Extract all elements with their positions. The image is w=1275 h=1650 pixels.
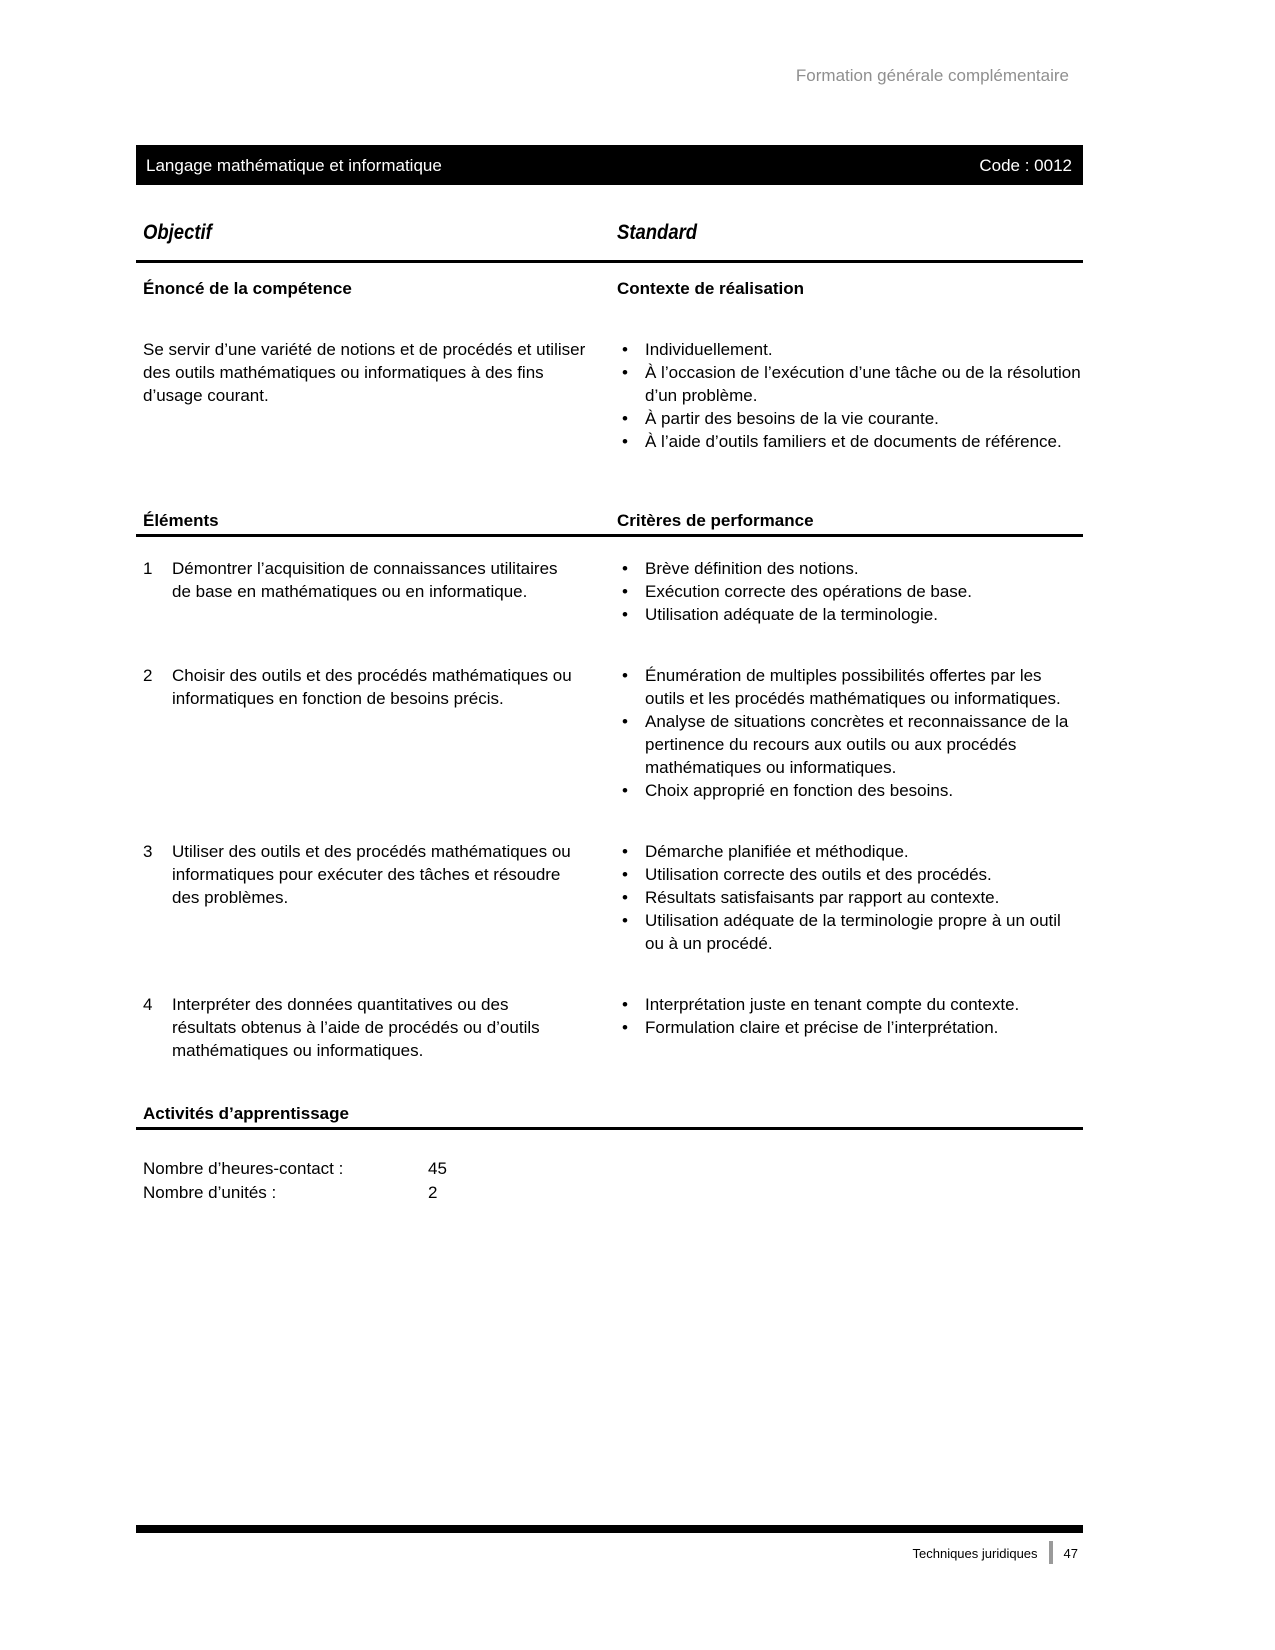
contexte-bullet: • À l’occasion de l’exécution d’une tâche ou de la résolution d’un problème. <box>617 361 1083 407</box>
objectif-heading: Objectif <box>143 221 212 244</box>
element-text: Utiliser des outils et des procédés mathématiques ou informatiques pour exécuter des tâches et résoudre des problèmes. <box>172 842 571 907</box>
criteria-list <box>617 840 1083 955</box>
contexte-bullet: • À l’aide d’outils familiers et de documents de référence. <box>617 430 1083 453</box>
element-text: Interpréter des données quantitatives ou des résultats obtenus à l’aide de procédés ou d’outils mathématiques ou informatiques. <box>172 995 540 1060</box>
element-number: 4 <box>143 995 153 1014</box>
footer-page-number: 47 <box>1063 1546 1078 1561</box>
element-text-cell <box>136 840 610 955</box>
contexte-bullet: • À partir des besoins de la vie courante. <box>617 407 1083 430</box>
unites-label: Nombre d’unités : <box>143 1183 277 1202</box>
criteria-list <box>617 993 1083 1039</box>
element-text-cell <box>136 557 610 626</box>
footer-rule <box>136 1525 1083 1533</box>
title-banner <box>136 145 1083 185</box>
criteria-list <box>617 664 1083 802</box>
objectif-standard-row <box>136 221 1083 263</box>
footer-separator-bar <box>1049 1541 1053 1564</box>
element-item-1 <box>136 557 1083 626</box>
activites-details <box>136 1157 1083 1205</box>
criteria-bullet: • Résultats satisfaisants par rapport au contexte. <box>617 886 1083 909</box>
element-number: 3 <box>143 842 153 861</box>
criteres-heading: Critères de performance <box>617 511 814 530</box>
unites-value: 2 <box>428 1183 438 1202</box>
course-title: Langage mathématique et informatique <box>146 155 442 175</box>
criteria-bullet: • Formulation claire et précise de l’interprétation. <box>617 1016 1083 1039</box>
criteria-bullet: • Analyse de situations concrètes et reconnaissance de la pertinence du recours aux outils ou aux procédés mathématiques ou informatiques. <box>617 710 1083 779</box>
criteria-bullet: • Interprétation juste en tenant compte du contexte. <box>617 993 1083 1016</box>
criteria-cell <box>610 557 1083 626</box>
running-header: Formation générale complémentaire <box>795 66 1069 85</box>
element-number: 1 <box>143 559 153 578</box>
course-code: Code : 0012 <box>979 155 1072 175</box>
criteria-bullet: • Choix approprié en fonction des besoins. <box>617 779 1083 802</box>
element-text: Démontrer l’acquisition de connaissances utilitaires de base en mathématiques ou en informatique. <box>172 559 558 601</box>
element-text-cell <box>136 664 610 802</box>
element-number: 2 <box>143 666 153 685</box>
criteria-bullet: • Brève définition des notions. <box>617 557 1083 580</box>
page-footer <box>136 1541 1078 1564</box>
criteria-bullet: • Utilisation adéquate de la terminologie. <box>617 603 1083 626</box>
activites-heading: Activités d’apprentissage <box>143 1104 349 1123</box>
criteria-bullet: • Utilisation correcte des outils et des procédés. <box>617 863 1083 886</box>
criteria-cell <box>610 993 1083 1062</box>
standard-cell <box>610 221 1083 245</box>
contexte-cell <box>610 338 1083 453</box>
criteria-cell <box>610 840 1083 955</box>
element-item-3 <box>136 840 1083 955</box>
criteria-bullet: • Démarche planifiée et méthodique. <box>617 840 1083 863</box>
footer-program-name: Techniques juridiques <box>912 1546 1038 1561</box>
criteria-bullet: • Utilisation adéquate de la terminologie propre à un outil ou à un procédé. <box>617 909 1083 955</box>
criteria-list <box>617 557 1083 626</box>
element-text: Choisir des outils et des procédés mathématiques ou informatiques en fonction de besoins précis. <box>172 666 572 708</box>
element-item-4 <box>136 993 1083 1062</box>
criteria-cell <box>610 664 1083 802</box>
heures-contact-value: 45 <box>428 1159 447 1178</box>
competence-body: Se servir d’une variété de notions et de procédés et utiliser des outils mathématiques ou informatiques à des fins d’usage courant. <box>143 340 586 405</box>
elements-heading: Éléments <box>143 511 219 530</box>
objectif-cell <box>136 221 610 245</box>
element-item-2 <box>136 664 1083 802</box>
heures-contact-label: Nombre d’heures-contact : <box>143 1159 344 1178</box>
subheadings-row <box>136 263 1083 300</box>
page-content <box>136 0 1083 1205</box>
elements-headings-row <box>136 509 1083 537</box>
competence-heading: Énoncé de la compétence <box>143 279 352 298</box>
heures-contact-row <box>143 1157 1083 1181</box>
activites-heading-row <box>136 1102 1083 1130</box>
element-text-cell <box>136 993 610 1062</box>
contexte-heading: Contexte de réalisation <box>617 279 805 298</box>
contexte-bullet: • Individuellement. <box>617 338 1083 361</box>
criteria-bullet: • Énumération de multiples possibilités offertes par les outils et les procédés mathématiques ou informatiques. <box>617 664 1083 710</box>
intro-row <box>136 338 1083 453</box>
criteria-bullet: • Exécution correcte des opérations de base. <box>617 580 1083 603</box>
standard-heading: Standard <box>617 221 698 244</box>
contexte-bullet-list <box>617 338 1083 453</box>
unites-row <box>143 1181 1083 1205</box>
